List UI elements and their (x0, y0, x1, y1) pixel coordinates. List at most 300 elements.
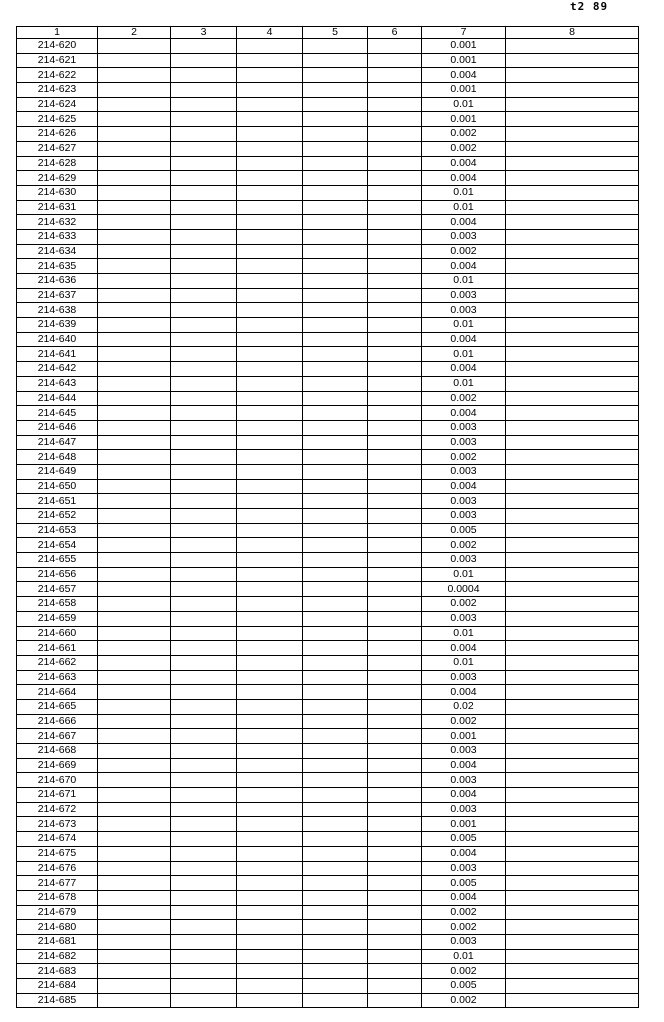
header-row (17, 27, 639, 39)
row-id-cell: 214-675 (17, 846, 98, 861)
value-cell: 0.01 (422, 567, 506, 582)
row-id-cell: 214-620 (17, 39, 98, 54)
table-row (17, 861, 639, 876)
table-row (17, 832, 639, 847)
empty-cell (506, 376, 639, 391)
empty-cell (237, 274, 303, 289)
empty-cell (506, 788, 639, 803)
empty-cell (237, 127, 303, 142)
empty-cell (506, 83, 639, 98)
table-row (17, 376, 639, 391)
empty-cell (303, 406, 368, 421)
value-cell: 0.002 (422, 714, 506, 729)
empty-cell (98, 876, 171, 891)
empty-cell (303, 185, 368, 200)
empty-cell (303, 626, 368, 641)
empty-cell (98, 185, 171, 200)
empty-cell (171, 156, 237, 171)
empty-cell (171, 464, 237, 479)
empty-cell (506, 303, 639, 318)
value-cell: 0.01 (422, 200, 506, 215)
value-cell: 0.005 (422, 979, 506, 994)
empty-cell (237, 699, 303, 714)
value-cell: 0.003 (422, 802, 506, 817)
empty-cell (171, 993, 237, 1008)
value-cell: 0.004 (422, 259, 506, 274)
empty-cell (98, 83, 171, 98)
empty-cell (171, 200, 237, 215)
column-header-6: 6 (368, 27, 422, 39)
empty-cell (506, 890, 639, 905)
row-id-cell: 214-646 (17, 420, 98, 435)
empty-cell (98, 288, 171, 303)
empty-cell (506, 68, 639, 83)
value-cell: 0.003 (422, 744, 506, 759)
table-row (17, 464, 639, 479)
table-row (17, 788, 639, 803)
empty-cell (237, 303, 303, 318)
value-cell: 0.003 (422, 288, 506, 303)
empty-cell (506, 406, 639, 421)
table-row (17, 979, 639, 994)
empty-cell (171, 670, 237, 685)
empty-cell (98, 39, 171, 54)
value-cell: 0.003 (422, 303, 506, 318)
empty-cell (303, 597, 368, 612)
empty-cell (237, 979, 303, 994)
empty-cell (237, 949, 303, 964)
empty-cell (368, 83, 422, 98)
empty-cell (303, 758, 368, 773)
empty-cell (237, 171, 303, 186)
empty-cell (98, 949, 171, 964)
value-cell: 0.002 (422, 905, 506, 920)
empty-cell (237, 406, 303, 421)
empty-cell (303, 773, 368, 788)
empty-cell (237, 97, 303, 112)
empty-cell (303, 479, 368, 494)
empty-cell (368, 347, 422, 362)
empty-cell (368, 832, 422, 847)
table-row (17, 641, 639, 656)
empty-cell (368, 464, 422, 479)
empty-cell (368, 406, 422, 421)
empty-cell (303, 744, 368, 759)
row-id-cell: 214-661 (17, 641, 98, 656)
value-cell: 0.003 (422, 420, 506, 435)
empty-cell (171, 347, 237, 362)
empty-cell (303, 611, 368, 626)
empty-cell (506, 39, 639, 54)
empty-cell (171, 714, 237, 729)
table-row (17, 567, 639, 582)
table-row (17, 655, 639, 670)
empty-cell (237, 846, 303, 861)
empty-cell (237, 802, 303, 817)
table-row (17, 890, 639, 905)
value-cell: 0.004 (422, 406, 506, 421)
data-table (16, 26, 639, 1008)
empty-cell (368, 920, 422, 935)
table-row (17, 127, 639, 142)
empty-cell (237, 641, 303, 656)
empty-cell (237, 376, 303, 391)
row-id-cell: 214-643 (17, 376, 98, 391)
row-id-cell: 214-631 (17, 200, 98, 215)
empty-cell (171, 244, 237, 259)
empty-cell (506, 127, 639, 142)
table-row (17, 420, 639, 435)
table-row (17, 920, 639, 935)
empty-cell (171, 479, 237, 494)
empty-cell (237, 435, 303, 450)
empty-cell (303, 802, 368, 817)
value-cell: 0.002 (422, 538, 506, 553)
empty-cell (303, 244, 368, 259)
empty-cell (171, 920, 237, 935)
empty-cell (171, 979, 237, 994)
empty-cell (171, 876, 237, 891)
empty-cell (368, 479, 422, 494)
empty-cell (171, 890, 237, 905)
empty-cell (368, 993, 422, 1008)
empty-cell (506, 141, 639, 156)
table-row (17, 332, 639, 347)
empty-cell (368, 817, 422, 832)
empty-cell (368, 494, 422, 509)
empty-cell (98, 420, 171, 435)
table-row (17, 553, 639, 568)
empty-cell (98, 156, 171, 171)
empty-cell (506, 156, 639, 171)
empty-cell (237, 83, 303, 98)
empty-cell (237, 259, 303, 274)
empty-cell (368, 626, 422, 641)
empty-cell (506, 567, 639, 582)
empty-cell (368, 303, 422, 318)
table-row (17, 200, 639, 215)
table-row (17, 993, 639, 1008)
empty-cell (303, 582, 368, 597)
empty-cell (98, 817, 171, 832)
empty-cell (98, 582, 171, 597)
empty-cell (171, 699, 237, 714)
empty-cell (368, 68, 422, 83)
empty-cell (237, 185, 303, 200)
empty-cell (506, 112, 639, 127)
row-id-cell: 214-677 (17, 876, 98, 891)
empty-cell (368, 964, 422, 979)
empty-cell (506, 244, 639, 259)
empty-cell (303, 112, 368, 127)
empty-cell (303, 538, 368, 553)
empty-cell (237, 200, 303, 215)
empty-cell (171, 39, 237, 54)
empty-cell (237, 582, 303, 597)
column-header-7: 7 (422, 27, 506, 39)
empty-cell (171, 861, 237, 876)
empty-cell (506, 347, 639, 362)
empty-cell (506, 685, 639, 700)
table-row (17, 68, 639, 83)
empty-cell (303, 788, 368, 803)
row-id-cell: 214-681 (17, 934, 98, 949)
empty-cell (98, 464, 171, 479)
value-cell: 0.004 (422, 758, 506, 773)
empty-cell (303, 905, 368, 920)
value-cell: 0.004 (422, 641, 506, 656)
empty-cell (98, 788, 171, 803)
empty-cell (506, 215, 639, 230)
empty-cell (506, 699, 639, 714)
empty-cell (303, 215, 368, 230)
empty-cell (303, 890, 368, 905)
row-id-cell: 214-673 (17, 817, 98, 832)
empty-cell (98, 802, 171, 817)
empty-cell (368, 185, 422, 200)
empty-cell (237, 934, 303, 949)
empty-cell (237, 288, 303, 303)
empty-cell (368, 538, 422, 553)
empty-cell (237, 538, 303, 553)
empty-cell (506, 876, 639, 891)
value-cell: 0.004 (422, 890, 506, 905)
row-id-cell: 214-685 (17, 993, 98, 1008)
row-id-cell: 214-659 (17, 611, 98, 626)
empty-cell (368, 391, 422, 406)
empty-cell (237, 611, 303, 626)
empty-cell (98, 141, 171, 156)
row-id-cell: 214-657 (17, 582, 98, 597)
empty-cell (303, 347, 368, 362)
empty-cell (506, 420, 639, 435)
empty-cell (303, 288, 368, 303)
empty-cell (98, 626, 171, 641)
empty-cell (506, 993, 639, 1008)
empty-cell (506, 391, 639, 406)
empty-cell (303, 156, 368, 171)
empty-cell (368, 641, 422, 656)
value-cell: 0.01 (422, 655, 506, 670)
empty-cell (303, 993, 368, 1008)
empty-cell (506, 949, 639, 964)
empty-cell (98, 200, 171, 215)
empty-cell (237, 817, 303, 832)
empty-cell (303, 332, 368, 347)
value-cell: 0.002 (422, 597, 506, 612)
empty-cell (171, 758, 237, 773)
empty-cell (98, 744, 171, 759)
empty-cell (303, 450, 368, 465)
table-row (17, 303, 639, 318)
empty-cell (171, 127, 237, 142)
table-row (17, 435, 639, 450)
empty-cell (506, 641, 639, 656)
empty-cell (171, 509, 237, 524)
empty-cell (171, 773, 237, 788)
table-row (17, 450, 639, 465)
table-row (17, 479, 639, 494)
empty-cell (303, 229, 368, 244)
value-cell: 0.01 (422, 626, 506, 641)
row-id-cell: 214-644 (17, 391, 98, 406)
row-id-cell: 214-676 (17, 861, 98, 876)
empty-cell (237, 964, 303, 979)
empty-cell (98, 714, 171, 729)
empty-cell (303, 817, 368, 832)
empty-cell (506, 274, 639, 289)
value-cell: 0.004 (422, 156, 506, 171)
row-id-cell: 214-670 (17, 773, 98, 788)
empty-cell (171, 97, 237, 112)
empty-cell (171, 420, 237, 435)
empty-cell (303, 655, 368, 670)
value-cell: 0.004 (422, 788, 506, 803)
empty-cell (98, 934, 171, 949)
empty-cell (171, 655, 237, 670)
column-header-3: 3 (171, 27, 237, 39)
empty-cell (98, 979, 171, 994)
empty-cell (98, 435, 171, 450)
row-id-cell: 214-638 (17, 303, 98, 318)
empty-cell (237, 391, 303, 406)
empty-cell (506, 171, 639, 186)
empty-cell (506, 538, 639, 553)
table-row (17, 626, 639, 641)
empty-cell (171, 332, 237, 347)
empty-cell (98, 685, 171, 700)
empty-cell (237, 156, 303, 171)
empty-cell (303, 303, 368, 318)
row-id-cell: 214-650 (17, 479, 98, 494)
empty-cell (303, 494, 368, 509)
table-row (17, 244, 639, 259)
empty-cell (171, 802, 237, 817)
row-id-cell: 214-637 (17, 288, 98, 303)
row-id-cell: 214-669 (17, 758, 98, 773)
empty-cell (506, 817, 639, 832)
empty-cell (237, 597, 303, 612)
empty-cell (303, 979, 368, 994)
empty-cell (98, 964, 171, 979)
table-row (17, 846, 639, 861)
table-row (17, 758, 639, 773)
empty-cell (303, 876, 368, 891)
row-id-cell: 214-641 (17, 347, 98, 362)
empty-cell (368, 582, 422, 597)
empty-cell (368, 802, 422, 817)
empty-cell (506, 597, 639, 612)
empty-cell (303, 259, 368, 274)
row-id-cell: 214-634 (17, 244, 98, 259)
empty-cell (303, 949, 368, 964)
value-cell: 0.004 (422, 362, 506, 377)
empty-cell (98, 890, 171, 905)
empty-cell (98, 567, 171, 582)
value-cell: 0.003 (422, 229, 506, 244)
value-cell: 0.005 (422, 523, 506, 538)
value-cell: 0.004 (422, 215, 506, 230)
table-row (17, 83, 639, 98)
table-row (17, 185, 639, 200)
empty-cell (368, 788, 422, 803)
row-id-cell: 214-655 (17, 553, 98, 568)
table-row (17, 391, 639, 406)
value-cell: 0.003 (422, 509, 506, 524)
page-number: t2 89 (570, 0, 609, 13)
value-cell: 0.002 (422, 127, 506, 142)
empty-cell (368, 259, 422, 274)
empty-cell (171, 318, 237, 333)
row-id-cell: 214-663 (17, 670, 98, 685)
empty-cell (506, 97, 639, 112)
row-id-cell: 214-632 (17, 215, 98, 230)
empty-cell (368, 435, 422, 450)
empty-cell (506, 655, 639, 670)
value-cell: 0.01 (422, 949, 506, 964)
empty-cell (303, 964, 368, 979)
empty-cell (98, 303, 171, 318)
empty-cell (171, 435, 237, 450)
value-cell: 0.002 (422, 920, 506, 935)
row-id-cell: 214-621 (17, 53, 98, 68)
empty-cell (237, 39, 303, 54)
empty-cell (368, 127, 422, 142)
row-id-cell: 214-680 (17, 920, 98, 935)
empty-cell (368, 112, 422, 127)
empty-cell (171, 391, 237, 406)
empty-cell (368, 861, 422, 876)
value-cell: 0.01 (422, 318, 506, 333)
empty-cell (98, 993, 171, 1008)
row-id-cell: 214-672 (17, 802, 98, 817)
empty-cell (506, 582, 639, 597)
table-row (17, 318, 639, 333)
empty-cell (237, 832, 303, 847)
empty-cell (368, 244, 422, 259)
empty-cell (237, 215, 303, 230)
table-row (17, 538, 639, 553)
row-id-cell: 214-630 (17, 185, 98, 200)
empty-cell (171, 274, 237, 289)
empty-cell (237, 788, 303, 803)
empty-cell (237, 112, 303, 127)
empty-cell (368, 773, 422, 788)
empty-cell (98, 905, 171, 920)
table-row (17, 714, 639, 729)
row-id-cell: 214-642 (17, 362, 98, 377)
row-id-cell: 214-658 (17, 597, 98, 612)
empty-cell (506, 318, 639, 333)
empty-cell (368, 714, 422, 729)
empty-cell (171, 494, 237, 509)
value-cell: 0.003 (422, 464, 506, 479)
table-row (17, 288, 639, 303)
empty-cell (506, 802, 639, 817)
empty-cell (368, 655, 422, 670)
empty-cell (98, 655, 171, 670)
empty-cell (98, 479, 171, 494)
table-row (17, 171, 639, 186)
row-id-cell: 214-622 (17, 68, 98, 83)
empty-cell (368, 670, 422, 685)
empty-cell (303, 420, 368, 435)
empty-cell (303, 934, 368, 949)
empty-cell (506, 758, 639, 773)
empty-cell (506, 435, 639, 450)
value-cell: 0.0004 (422, 582, 506, 597)
empty-cell (303, 464, 368, 479)
